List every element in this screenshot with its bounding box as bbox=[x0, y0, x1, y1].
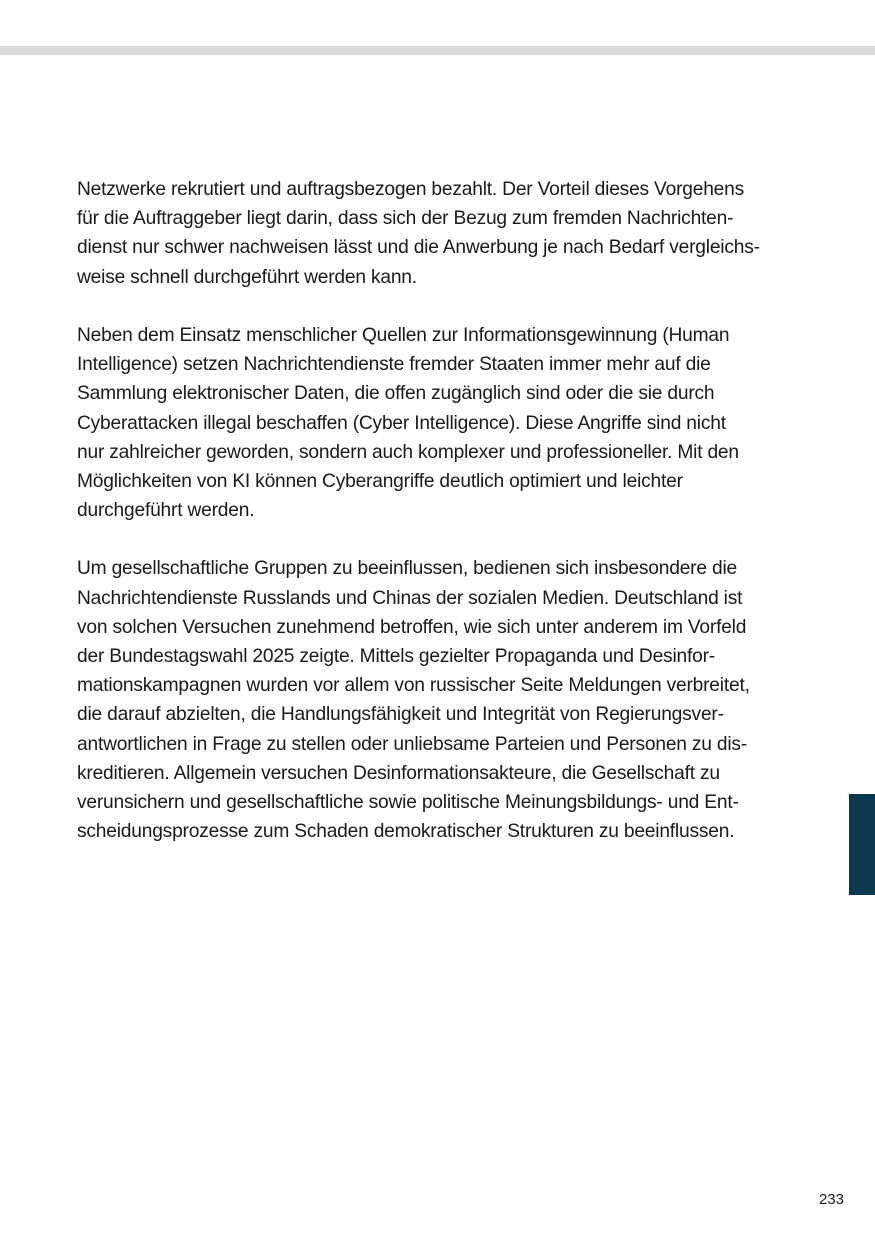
text-line: nur zahlreicher geworden, sondern auch komplexer und professioneller. Mit den bbox=[77, 441, 739, 463]
text-line: Intelligence) setzen Nachrichtendienste fremder Staaten immer mehr auf die bbox=[77, 354, 711, 376]
text-line: scheidungsprozesse zum Schaden demokratischer Strukturen zu beeinflussen. bbox=[77, 821, 735, 843]
paragraph-gap bbox=[77, 292, 795, 321]
text-line: der Bundestagswahl 2025 zeigte. Mittels gezielter Propaganda und Desinfor- bbox=[77, 646, 715, 667]
text-line: für die Auftraggeber liegt darin, dass sich der Bezug zum fremden Nachrichten- bbox=[77, 208, 734, 230]
chapter-side-tab bbox=[849, 794, 875, 895]
text-line: kreditieren. Allgemein versuchen Desinformationsakteure, die Gesellschaft zu bbox=[77, 762, 720, 784]
text-line: die darauf abzielten, die Handlungsfähigkeit und Integrität von Regierungsver- bbox=[77, 704, 724, 726]
header-rule bbox=[0, 46, 875, 55]
text-line: mationskampagnen wurden vor allem von russischer Seite Meldungen verbreitet, bbox=[77, 675, 750, 697]
text-line: Netzwerke rekrutiert und auftragsbezogen bezahlt. Der Vorteil dieses Vorgehens bbox=[77, 179, 745, 200]
page-number: 233 bbox=[818, 1191, 844, 1208]
text-line: Um gesellschaftliche Gruppen zu beeinflussen, bedienen sich insbesondere die bbox=[77, 558, 737, 580]
text-line: weise schnell durchgeführt werden kann. bbox=[77, 266, 417, 288]
text-line: verunsichern und gesellschaftliche sowie politische Meinungsbildungs- und Ent- bbox=[77, 791, 739, 813]
text-line: von solchen Versuchen zunehmend betroffen, wie sich unter anderem im Vorfeld bbox=[77, 616, 747, 638]
paragraph bbox=[77, 175, 795, 292]
text-line: Nachrichtendienste Russlands und Chinas der sozialen Medien. Deutschland ist bbox=[77, 587, 743, 609]
paragraph bbox=[77, 321, 795, 525]
paragraph bbox=[77, 554, 795, 846]
text-line: durchgeführt werden. bbox=[77, 500, 255, 522]
text-line: Cyberattacken illegal beschaffen (Cyber Intelligence). Diese Angriffe sind nicht bbox=[77, 412, 726, 434]
paragraph-gap bbox=[77, 525, 795, 554]
text-line: Möglichkeiten von KI können Cyberangriffe deutlich optimiert und leichter bbox=[77, 470, 683, 492]
text-line: Sammlung elektronischer Daten, die offen zugänglich sind oder die sie durch bbox=[77, 383, 715, 405]
text-line: dienst nur schwer nachweisen lässt und die Anwerbung je nach Bedarf vergleichs- bbox=[77, 237, 760, 259]
body-text bbox=[77, 175, 795, 846]
text-line: Neben dem Einsatz menschlicher Quellen zur Informationsgewinnung (Human bbox=[77, 324, 730, 346]
text-line: antwortlichen in Frage zu stellen oder unliebsame Parteien und Personen zu dis- bbox=[77, 733, 748, 755]
